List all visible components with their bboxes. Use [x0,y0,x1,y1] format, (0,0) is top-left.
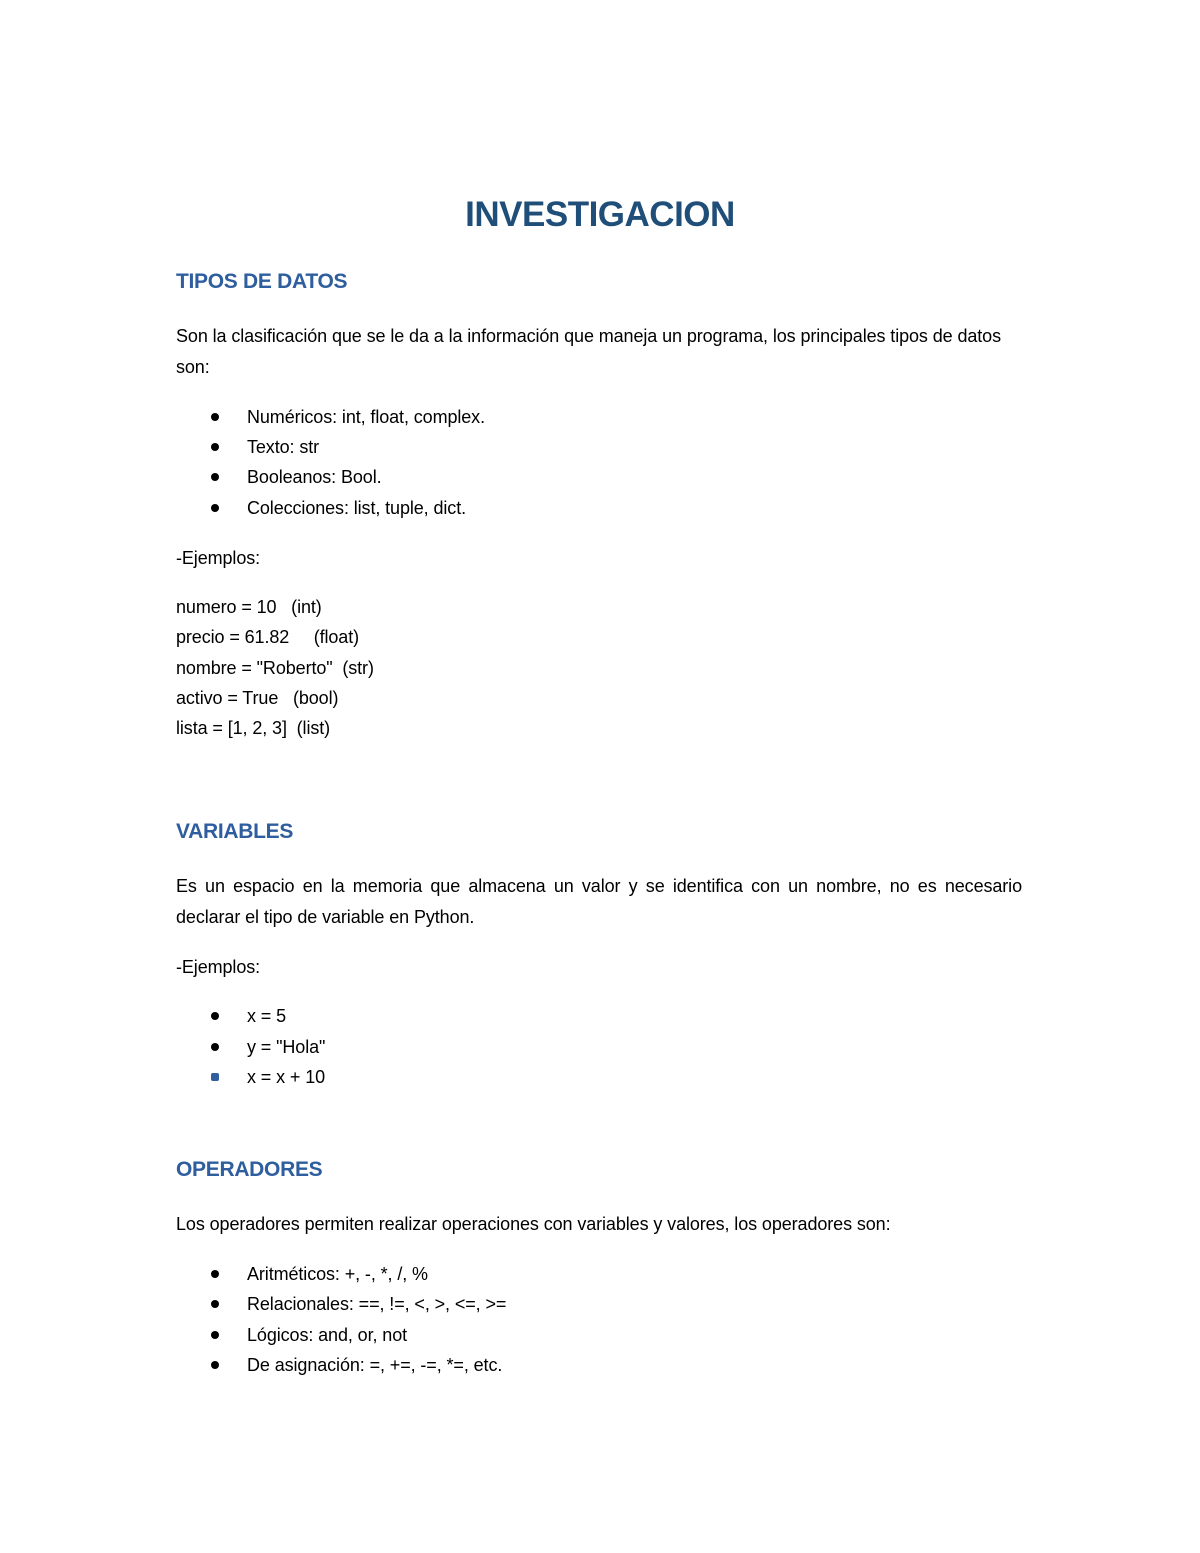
document-title: INVESTIGACION [465,195,735,234]
examples-label-variables: -Ejemplos: [176,957,261,977]
list-item-text: Aritméticos: +, -, *, /, % [247,1264,428,1284]
examples-label-tipos: -Ejemplos: [176,548,261,568]
list-item [0,432,900,462]
bullet-icon [211,1361,219,1369]
bullet-icon [211,1331,219,1339]
heading-variables: VARIABLES [176,820,294,843]
list-item-text: Texto: str [247,437,320,457]
bullet-icon [211,413,219,421]
list-item [0,462,900,492]
bullet-icon [211,1300,219,1308]
paragraph-variables-intro: Es un espacio en la memoria que almacena un valor y se identifica con un nombre, no es necesario declarar el tipo de variable en Python. [176,876,1022,927]
paragraph-operadores-intro: Los operadores permiten realizar operaciones con variables y valores, los operadores son: [176,1214,891,1234]
list-item [0,1350,900,1380]
bullet-icon [211,1043,219,1051]
list-item [0,402,900,432]
bullet-icon [211,1270,219,1278]
list-item-text: De asignación: =, +=, -=, *=, etc. [247,1355,503,1375]
code-example-line: numero = 10 (int) [176,597,322,617]
list-item-text: Booleanos: Bool. [247,467,382,487]
list-item [0,1259,900,1289]
heading-operadores: OPERADORES [176,1158,323,1181]
heading-tipos-de-datos: TIPOS DE DATOS [176,270,348,293]
list-item-text: x = x + 10 [247,1067,326,1087]
bullet-icon [211,443,219,451]
code-example-line: activo = True (bool) [176,688,339,708]
list-item [0,1001,900,1031]
list-item-text: Colecciones: list, tuple, dict. [247,498,466,518]
list-item [0,1062,900,1092]
list-item [0,1320,900,1350]
list-item-text: Numéricos: int, float, complex. [247,407,485,427]
bullet-icon [211,504,219,512]
code-example-line: precio = 61.82 (float) [176,627,359,647]
list-item-text: Relacionales: ==, !=, <, >, <=, >= [247,1294,507,1314]
bullet-icon [211,473,219,481]
bullet-icon [211,1073,219,1081]
code-example-line: lista = [1, 2, 3] (list) [176,718,331,738]
list-item-text: y = "Hola" [247,1037,326,1057]
list-item-text: x = 5 [247,1006,287,1026]
paragraph-tipos-intro: Son la clasificación que se le da a la información que maneja un programa, los principales tipos de datos son: [176,326,1001,377]
list-item [0,1289,900,1319]
list-item-text: Lógicos: and, or, not [247,1325,408,1345]
bullet-icon [211,1012,219,1020]
list-item [0,1032,900,1062]
code-example-line: nombre = "Roberto" (str) [176,658,374,678]
list-item [0,493,900,523]
